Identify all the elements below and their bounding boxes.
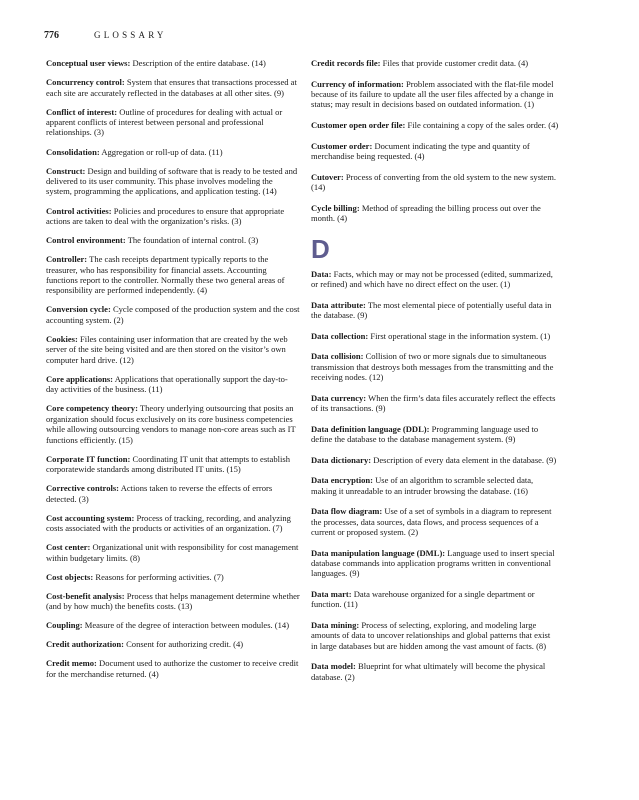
glossary-left-column bbox=[46, 58, 300, 688]
glossary-term: Data currency: bbox=[311, 392, 367, 403]
glossary-entry bbox=[46, 206, 300, 227]
glossary-term: Data definition language (DDL): bbox=[311, 423, 430, 434]
glossary-entry bbox=[46, 513, 300, 534]
glossary-entry bbox=[46, 620, 300, 630]
glossary-entry bbox=[311, 589, 559, 610]
glossary-term: Core competency theory: bbox=[46, 403, 138, 414]
glossary-definition: Files containing user information that are created by the web server of the site being visited and are then stored on the visitor’s own computer hard drive. (12) bbox=[46, 333, 288, 365]
glossary-term: Cutover: bbox=[311, 171, 344, 182]
glossary-entry bbox=[46, 166, 300, 197]
glossary-definition: Files that provide customer credit data. (4) bbox=[382, 58, 529, 68]
glossary-term: Credit records file: bbox=[311, 58, 381, 68]
glossary-definition: Method of spreading the billing process out over the month. (4) bbox=[311, 202, 541, 223]
glossary-term: Core applications: bbox=[46, 373, 114, 384]
glossary-entry bbox=[311, 455, 559, 465]
glossary-definition: Problem associated with the flat-file model because of its failure to update all the user files affected by a change in status; may result in decisions based on outdated information. (1) bbox=[311, 78, 554, 110]
glossary-term: Consolidation: bbox=[46, 146, 100, 157]
glossary-entry bbox=[46, 254, 300, 296]
glossary-definition: Collision of two or more signals due to simultaneous transmission that destroys both messages from the transmitting and the receiving nodes. (12) bbox=[311, 351, 554, 382]
glossary-definition: Document used to authorize the customer to receive credit for the merchandise returned. (4) bbox=[46, 658, 299, 679]
glossary-term: Controller: bbox=[46, 254, 88, 265]
glossary-definition: First operational stage in the information system. (1) bbox=[370, 330, 551, 341]
glossary-definition: Aggregation or roll-up of data. (11) bbox=[101, 146, 223, 157]
glossary-definition: Description of every data element in the database. (9) bbox=[373, 454, 557, 465]
glossary-term: Data model: bbox=[311, 661, 356, 672]
glossary-term: Customer order: bbox=[311, 140, 373, 151]
glossary-definition: Process of selecting, exploring, and modeling large amounts of data to uncover relationships and global patterns that exist in large databases but are hidden among the vast amount of facts. (8) bbox=[311, 620, 551, 651]
glossary-entry bbox=[311, 475, 559, 496]
glossary-term: Data collision: bbox=[311, 351, 364, 362]
glossary-entry bbox=[311, 172, 559, 193]
page-number: 776 bbox=[44, 30, 59, 41]
glossary-entry bbox=[46, 235, 300, 245]
glossary-term: Currency of information: bbox=[311, 78, 404, 89]
glossary-d-entries bbox=[311, 269, 559, 683]
glossary-definition: Coordinating IT unit that attempts to establish corporatewide standards among distributed IT units. (15) bbox=[46, 453, 290, 475]
glossary-term: Corporate IT function: bbox=[46, 453, 131, 464]
glossary-definition: Cycle composed of the production system and the cost accounting system. (2) bbox=[46, 304, 300, 325]
glossary-entry bbox=[46, 658, 300, 679]
glossary-entry bbox=[46, 639, 300, 649]
glossary-term: Data dictionary: bbox=[311, 454, 372, 465]
glossary-entry bbox=[311, 548, 559, 579]
glossary-entry bbox=[46, 304, 300, 325]
glossary-definition: Data warehouse organized for a single department or function. (11) bbox=[311, 589, 535, 610]
glossary-term: Corrective controls: bbox=[46, 483, 120, 494]
glossary-entry bbox=[311, 203, 559, 224]
glossary-definition: File containing a copy of the sales order. (4) bbox=[407, 120, 559, 130]
glossary-entry bbox=[311, 79, 559, 110]
glossary-definition: Programming language used to define the database to the database management system. (9) bbox=[311, 423, 539, 444]
glossary-definition: Actions taken to reverse the effects of errors detected. (3) bbox=[46, 483, 273, 504]
glossary-entry bbox=[311, 300, 559, 321]
glossary-definition: Process of tracking, recording, and analyzing costs associated with the products or activities of an organization. (7) bbox=[46, 512, 291, 534]
glossary-definition: Process of converting from the old system to the new system. (14) bbox=[311, 171, 556, 192]
glossary-entry bbox=[46, 454, 300, 475]
glossary-definition: Use of an algorithm to scramble selected data, making it unreadable to an intruder browsing the database. (16) bbox=[311, 475, 534, 496]
glossary-definition: When the firm’s data files accurately reflect the effects of its transactions. (9) bbox=[311, 392, 556, 413]
glossary-entry bbox=[46, 542, 300, 563]
glossary-entry bbox=[311, 58, 559, 68]
glossary-entry bbox=[46, 572, 300, 582]
glossary-term: Cost-benefit analysis: bbox=[46, 590, 125, 601]
glossary-term: Data encryption: bbox=[311, 475, 373, 486]
glossary-definition: Theory underlying outsourcing that posits an organization should focus exclusively on its core business competencies while allowing outsourcing vendors to manage non-core areas such as IT functions efficiently. (15) bbox=[46, 403, 296, 445]
glossary-term: Credit memo: bbox=[46, 658, 97, 669]
glossary-entry bbox=[311, 506, 559, 537]
page-header bbox=[44, 30, 604, 44]
glossary-definition: Process that helps management determine whether (and by how much) the benefits costs. (13) bbox=[46, 590, 300, 612]
glossary-entry bbox=[46, 591, 300, 612]
glossary-term: Data mining: bbox=[311, 620, 360, 630]
glossary-entry bbox=[311, 351, 559, 382]
glossary-entry bbox=[46, 107, 300, 138]
glossary-definition: Policies and procedures to ensure that appropriate actions are taken to deal with the organization’s risks. (3) bbox=[46, 205, 285, 226]
section-letter: D bbox=[311, 233, 330, 264]
glossary-entry bbox=[311, 331, 559, 341]
glossary-entry bbox=[46, 483, 300, 504]
glossary-entry bbox=[311, 269, 559, 290]
glossary-term: Data flow diagram: bbox=[311, 506, 383, 517]
glossary-definition: The foundation of internal control. (3) bbox=[127, 235, 259, 245]
glossary-term: Cost objects: bbox=[46, 571, 94, 582]
glossary-term: Data mart: bbox=[311, 589, 352, 599]
glossary-entry bbox=[311, 141, 559, 162]
glossary-entry bbox=[311, 393, 559, 414]
glossary-entry bbox=[46, 374, 300, 395]
glossary-entry bbox=[311, 620, 559, 651]
glossary-definition: System that ensures that transactions processed at each site are accurately reflected in the databases at all other sites. (9) bbox=[46, 77, 297, 98]
glossary-term: Data: bbox=[311, 268, 332, 279]
glossary-term: Cookies: bbox=[46, 333, 78, 344]
glossary-entry bbox=[46, 334, 300, 365]
glossary-definition: Consent for authorizing credit. (4) bbox=[126, 639, 244, 650]
glossary-term: Data collection: bbox=[311, 330, 369, 341]
glossary-term: Data attribute: bbox=[311, 299, 366, 310]
glossary-term: Cost center: bbox=[46, 542, 91, 553]
glossary-term: Concurrency control: bbox=[46, 77, 125, 88]
glossary-entry bbox=[46, 58, 300, 68]
glossary-term: Conceptual user views: bbox=[46, 58, 131, 68]
glossary-definition: Blueprint for what ultimately will become the physical database. (2) bbox=[311, 661, 546, 682]
glossary-entry bbox=[46, 147, 300, 157]
glossary-entry bbox=[311, 120, 559, 130]
glossary-term: Conflict of interest: bbox=[46, 106, 118, 117]
glossary-entry bbox=[311, 661, 559, 682]
glossary-entry bbox=[46, 77, 300, 98]
glossary-term: Cost accounting system: bbox=[46, 512, 135, 523]
glossary-right-column bbox=[311, 58, 559, 692]
glossary-definition: Organizational unit with responsibility for cost management within budgetary limits. (8) bbox=[46, 542, 299, 563]
glossary-term: Conversion cycle: bbox=[46, 304, 111, 315]
glossary-term: Construct: bbox=[46, 165, 86, 176]
glossary-entry bbox=[311, 424, 559, 445]
running-head: GLOSSARY bbox=[94, 30, 167, 40]
glossary-term: Control activities: bbox=[46, 205, 112, 216]
glossary-definition: Measure of the degree of interaction between modules. (14) bbox=[84, 620, 290, 631]
glossary-definition: Outline of procedures for dealing with actual or apparent conflicts of interest between personal and professional relationships. (3) bbox=[46, 106, 283, 138]
glossary-c-entries bbox=[311, 58, 559, 223]
glossary-definition: Applications that operationally support the day-to-day activities of the business. (11) bbox=[46, 373, 288, 395]
glossary-definition: Reasons for performing activities. (7) bbox=[95, 571, 224, 582]
glossary-definition: The most elemental piece of potentially useful data in the database. (9) bbox=[311, 299, 552, 320]
glossary-definition: Use of a set of symbols in a diagram to represent the processes, data sources, data flows, and process sequences of a current or proposed system. (2) bbox=[311, 506, 552, 537]
glossary-term: Coupling: bbox=[46, 620, 83, 631]
glossary-term: Cycle billing: bbox=[311, 202, 360, 213]
glossary-term: Customer open order file: bbox=[311, 120, 406, 130]
glossary-definition: Description of the entire database. (14) bbox=[132, 58, 266, 68]
glossary-definition: Design and building of software that is ready to be tested and delivered to its user community. This phase involves modeling the system, programming the applications, and application testing. (14) bbox=[46, 165, 298, 197]
glossary-definition: Language used to insert special database commands into application programs written in conventional languages. (9) bbox=[311, 547, 555, 579]
glossary-term: Data manipulation language (DML): bbox=[311, 547, 446, 558]
glossary-term: Credit authorization: bbox=[46, 639, 124, 650]
glossary-entry bbox=[46, 403, 300, 445]
glossary-definition: Facts, which may or may not be processed (edited, summarized, or refined) and which have no direct effect on the user. (1) bbox=[311, 268, 553, 289]
glossary-definition: Document indicating the type and quantity of merchandise being requested. (4) bbox=[311, 140, 530, 161]
glossary-definition: The cash receipts department typically reports to the treasurer, who has responsibility for financial assets. Accounting functions report to the controller. Normally these two general areas of responsibility are performed independently. (4) bbox=[46, 254, 285, 296]
glossary-term: Control environment: bbox=[46, 235, 126, 245]
